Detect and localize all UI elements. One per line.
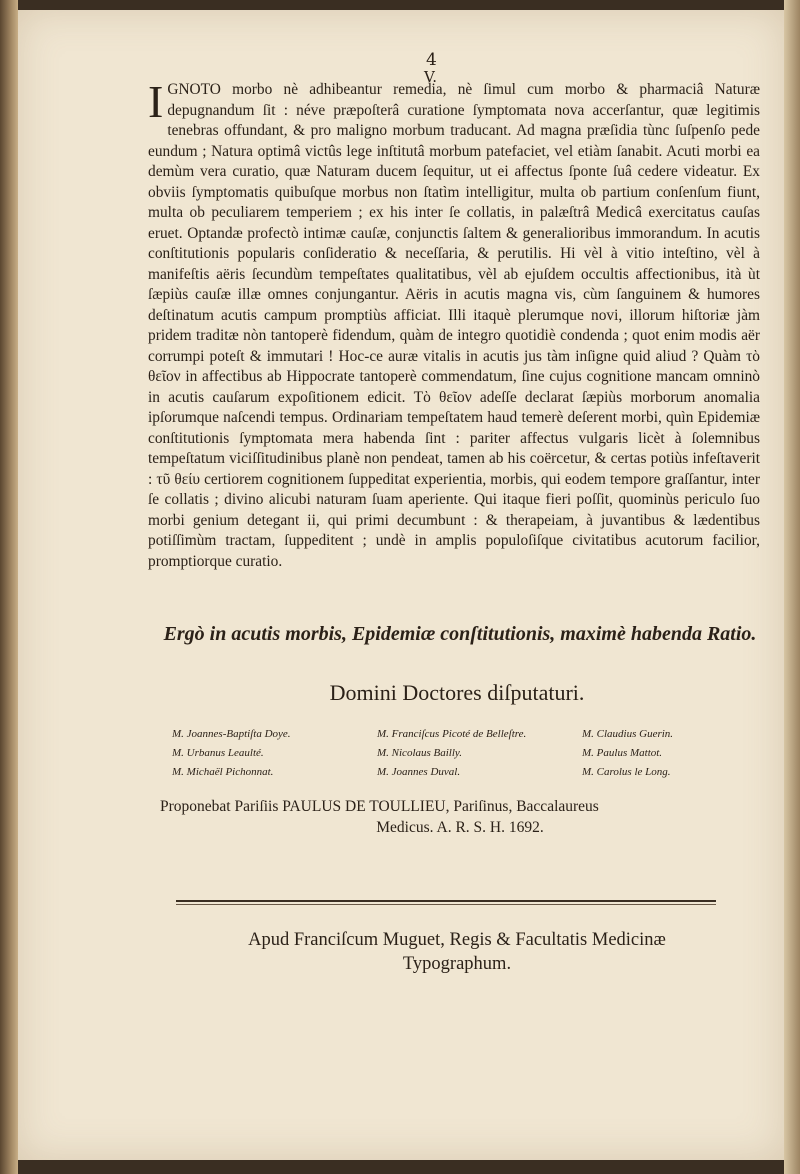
- disputant-name: M. Joannes-Baptiſta Doye.: [172, 728, 291, 740]
- disputant-name: M. Claudius Guerin.: [582, 728, 674, 740]
- drop-capital: I: [148, 76, 164, 127]
- section-number: V.: [424, 68, 437, 86]
- book-binding: [0, 0, 18, 1174]
- imprint-line-2: Typographum.: [402, 954, 512, 974]
- proponent-date: Medicus. A. R. S. H. 1692.: [376, 819, 544, 836]
- body-text: GNOTO morbo nè adhibeantur remedia, nè ſimul cum morbo & pharmaciâ Naturæ depugnandum ſit : néve præpoſterâ curatione ſymptomata nova accerſantur, quæ legitimis tenebras offundant, & pro maligno morbum traducant. Ad magna præſidia tùnc ſuſpenſo pede eundum ; Natura optimâ victûs lege inſtitutâ morbum patefaciet, vel etiàm ſanabit. Acuti morbi ea demùm vera curatio, quæ Naturam ducem ſequitur, ut ei affectus ſponte ſuâ cedere videatur. Ex obviis ſymptomatis quibuſque morbus non ſtatìm intelligitur, multa ob partium conſenſum fiunt, multa ob peculiarem temperiem ; ex his inter ſe collatis, in palæſtrâ Medicâ exercitatus cauſas eruet. Optandæ profectò intimæ cauſæ, conjunctis ſaltem & generalioribus immorandum. In acutis conſtitutionis popularis conſideratio & neceſſaria, & perutilis. Hi vèl à vitio inteſtino, vèl à manifeſtis aëris ſecundùm tempeſtates qualitatibus, vèl ab ejuſdem occultis affectionibus, ità ùt ſæpiùs cauſæ illæ omnes conjungantur. Aëris in acutis magna vis, cùm ſanguinem & humores deſtinatum acutis campum promptiùs afficiat. Illi itaquè plerumque novi, illorum hiſtoriæ jàm pridem traditæ nòn tantoperè fidendum, quàm de integro quotidiè condenda ; quot enim modis aër corrumpi poteſt & immutari ! Hoc-ce auræ vitalis in acutis jus tàm inſigne quid aliud ? Quàm τὸ θεῖον in affectibus ab Hippocrate tantoperè commendatum, ſine cujus cognitione mancam omninò in acutis cauſarum expoſitionem edicit. Τὸ θεῖον adeſſe declarat ſæpiùs morborum anomalia ipſorumque naſcendi tempus. Ordinariam tempeſtatem haud temerè deſerent morbi, quìn Epidemiæ conſtitutionis ſymptomata mera habenda ſint : pariter affectus vulgaris licèt à ſolemnibus tempeſtatum viciſſitudinibus planè non pendeat, tamen ab his coërcetur, & certas potiùs infeſtaverit : τῦ θείυ certiorem cognitionem ſuppeditat experientia, morbis, qui eodem tempore graſſantur, inter ſe collatis ; divino alicubi naturam ſuam aperiente. Qui itaque fieri poſſit, quominùs periculo ſuo morbi genium detegant ii, qui primi decumbunt : & therapeiam, à juvantibus & lædentibus potiſſimùm tractam, ſuppeditent ; undè in amplis populoſiſque civitatibus acutorum facilior, promptiorque curatio.: [148, 81, 760, 570]
- disputant-name: M. Michaël Pichonnat.: [172, 766, 274, 778]
- disputant-name: M. Carolus le Long.: [582, 766, 671, 778]
- divider-rule: [176, 900, 716, 902]
- proponent-line: [160, 796, 760, 838]
- disputant-name: M. Nicolaus Bailly.: [377, 747, 462, 759]
- body-paragraph: [148, 76, 760, 572]
- thesis-statement: Ergò in acutis morbis, Epidemiæ conſtitutionis, maximè habenda Ratio.: [163, 623, 757, 645]
- printer-imprint: [150, 928, 764, 976]
- page-edge: [784, 0, 800, 1174]
- disputants-list: [172, 726, 762, 781]
- disputant-name: M. Urbanus Leaulté.: [172, 747, 264, 759]
- disputant-name: M. Joannes Duval.: [377, 766, 461, 778]
- disputant-name: M. Paulus Mattot.: [582, 747, 663, 759]
- proponent-text: Proponebat Pariſiis PAULUS DE TOULLIEU, Pariſinus, Baccalaureus: [160, 798, 599, 815]
- disputants-heading: Domini Doctores diſputaturi.: [329, 680, 585, 705]
- page-number: 4: [426, 50, 437, 70]
- disputant-name: M. Franciſcus Picoté de Belleſtre.: [377, 728, 527, 740]
- divider-rule-thin: [176, 904, 716, 905]
- imprint-line-1: Apud Franciſcum Muguet, Regis & Facultatis Medicinæ: [248, 930, 666, 950]
